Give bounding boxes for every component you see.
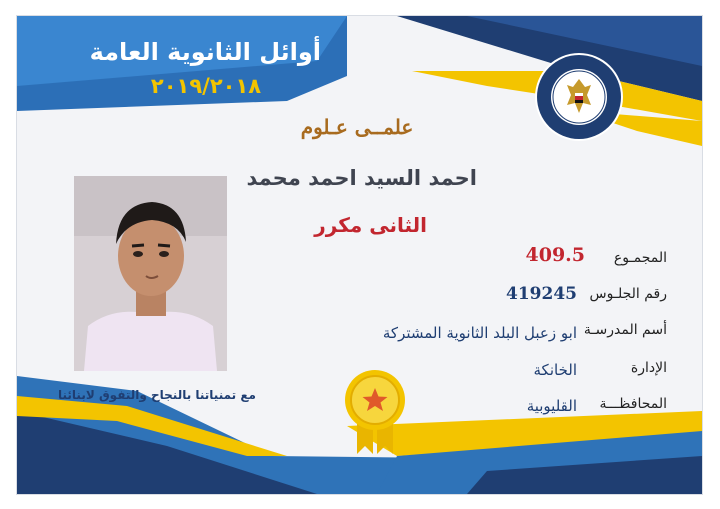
value-school: ابو زعبل البلد الثانوية المشتركة — [382, 324, 577, 342]
value-total: 409.5 — [525, 244, 585, 266]
label-total: المجمـوع — [613, 250, 667, 266]
value-governorate: القليوبية — [526, 397, 577, 415]
student-rank: الثانى مكرر — [314, 213, 427, 237]
header-title: أوائل الثانوية العامة — [89, 38, 321, 66]
value-seat-number: 419245 — [506, 284, 577, 304]
label-governorate: المحافظـــة — [599, 396, 667, 412]
value-administration: الخانكة — [533, 361, 577, 379]
ministry-of-education-seal-icon — [533, 51, 625, 143]
label-school: أسم المدرسـة — [583, 322, 667, 338]
student-name: احمد السيد احمد محمد — [246, 166, 477, 190]
label-administration: الإدارة — [630, 360, 667, 376]
label-seat-number: رقم الجلـوس — [589, 286, 667, 302]
header-year: ٢٠١٩/٢٠١٨ — [150, 74, 262, 98]
certificate-card — [16, 15, 703, 495]
wish-message: مع تمنياتنا بالنجاح والتفوق لابنائنا — [58, 388, 256, 402]
star-medal-icon — [343, 368, 407, 456]
student-photo — [74, 176, 227, 371]
section-title: علمــى عـلوم — [300, 115, 414, 139]
